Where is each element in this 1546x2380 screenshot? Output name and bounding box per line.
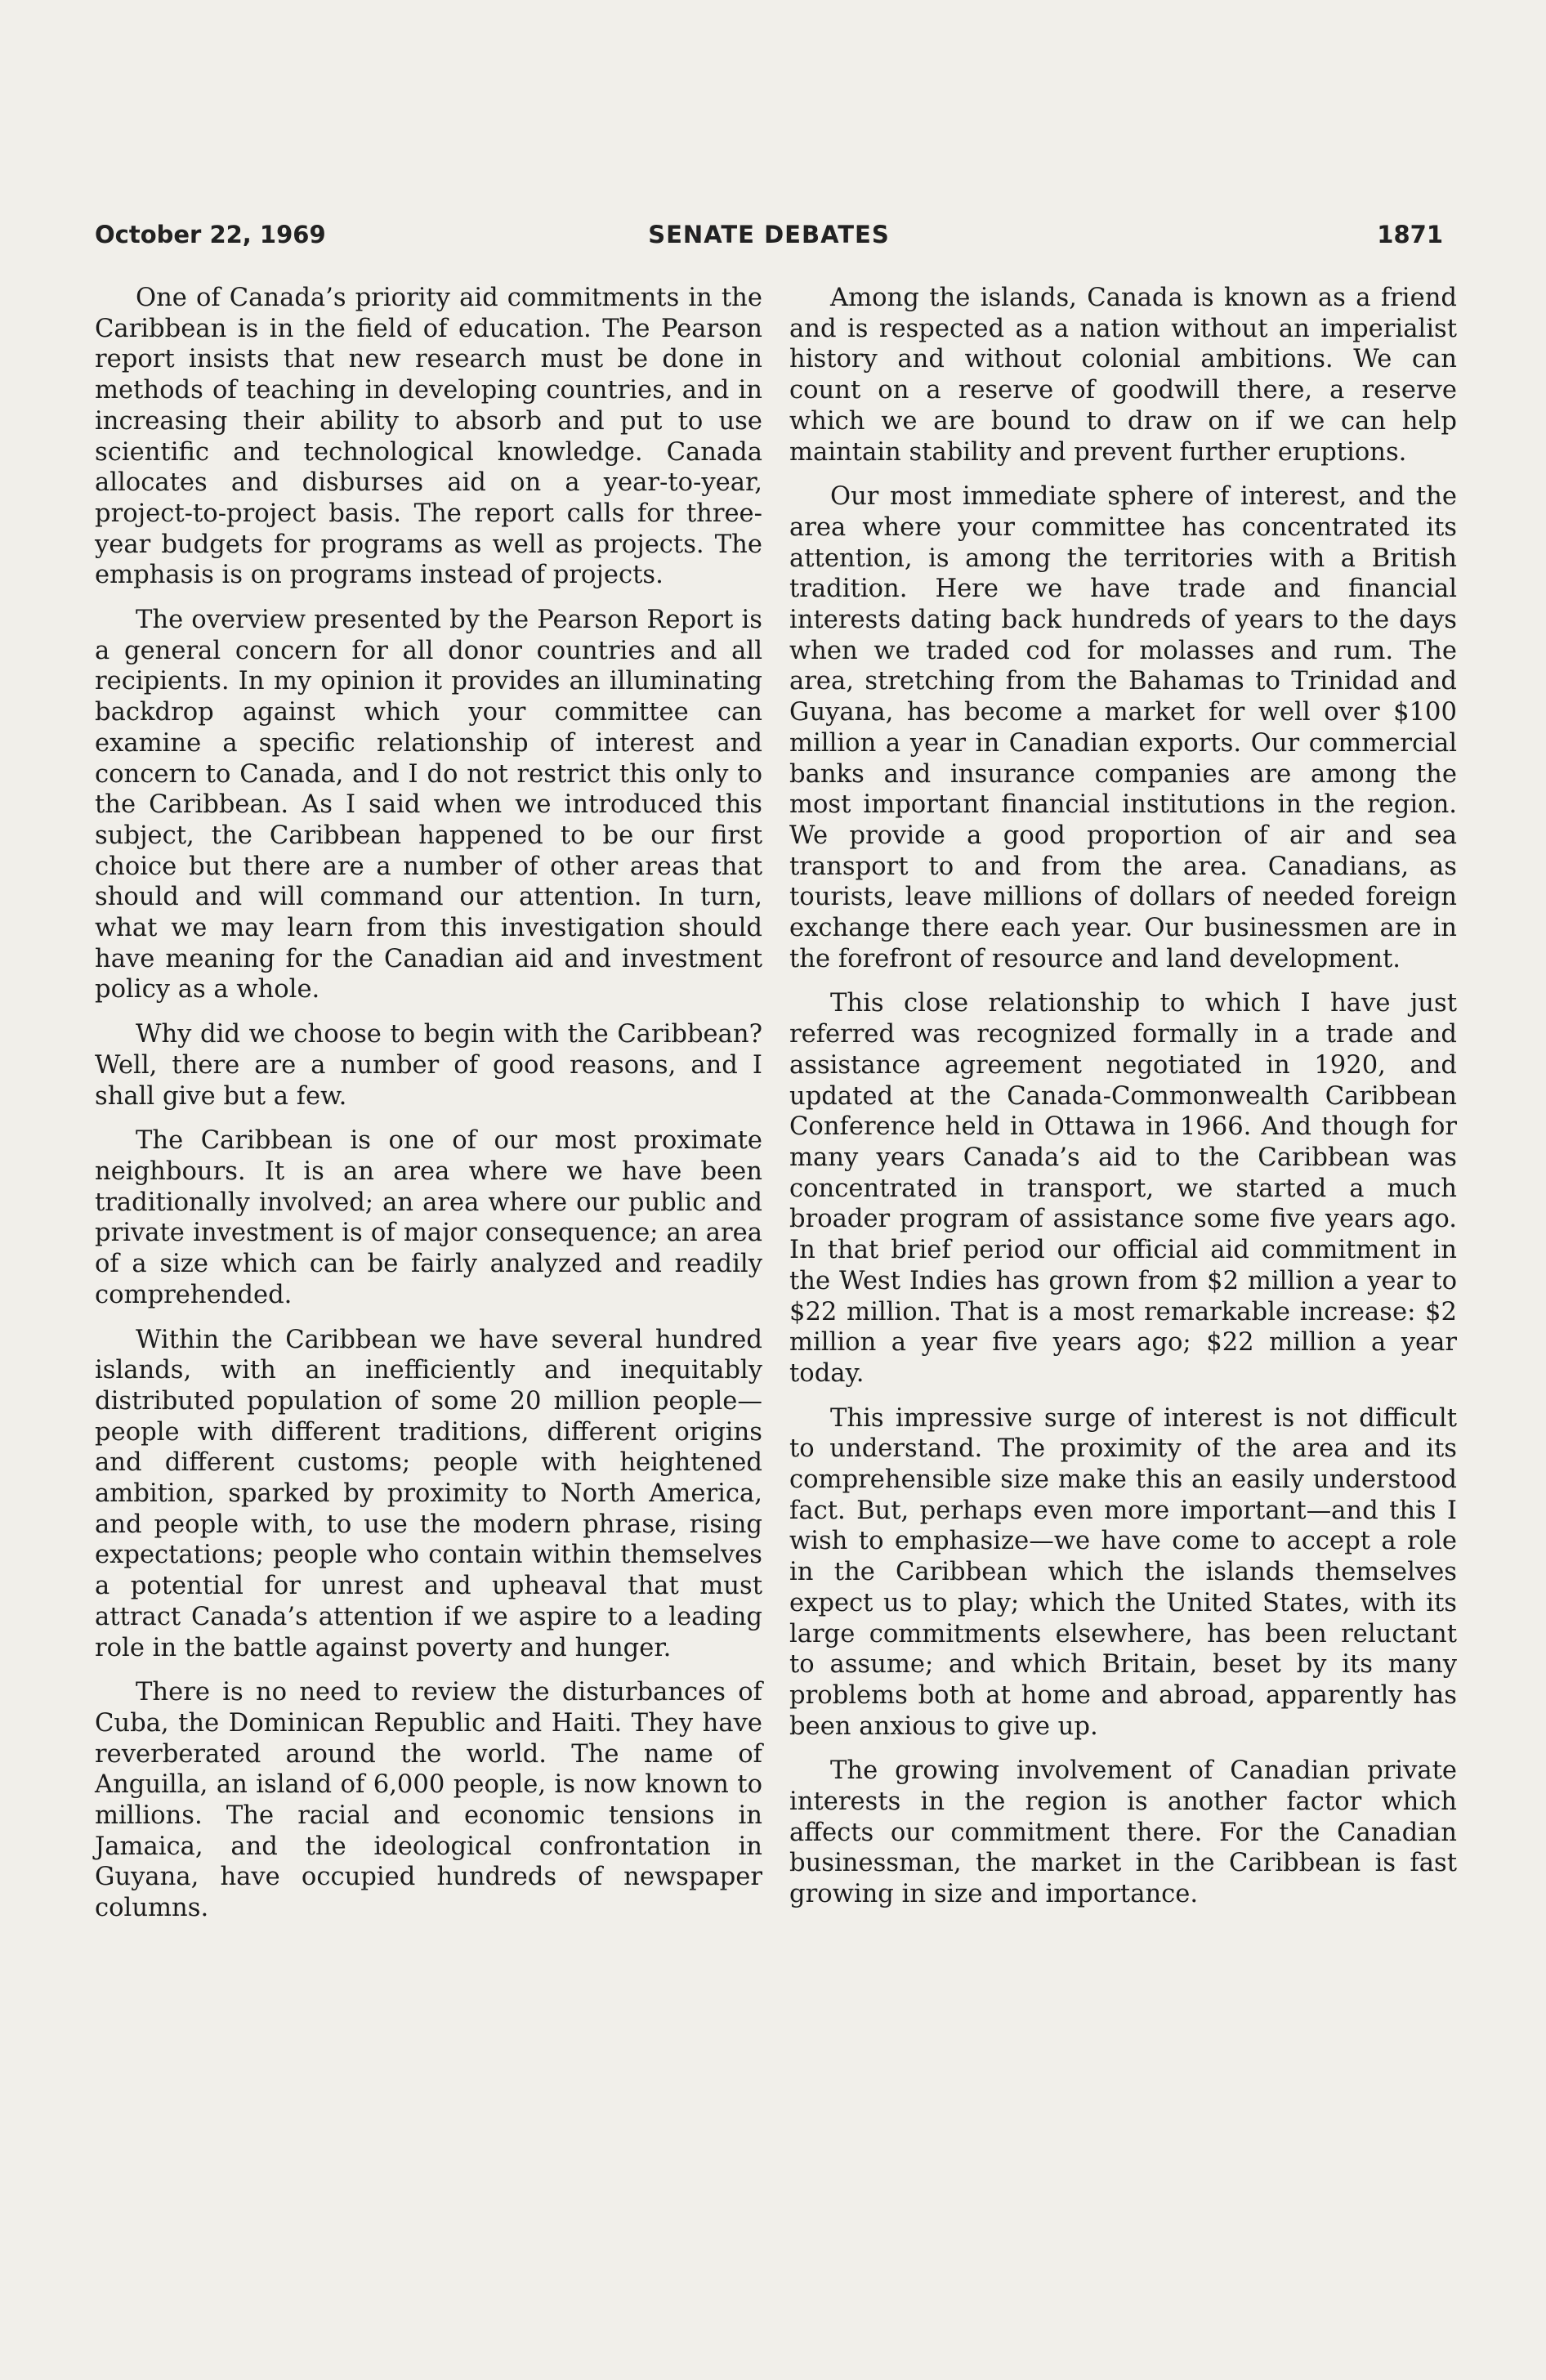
page-header [95,221,1443,253]
paragraph: This impressive surge of interest is not difficult to understand. The proximity of the area and its comprehensible size make this an easily understood fact. But, perhaps even more important—and this I wish to emphasize—we have come to accept a role in the Caribbean which the islands themselves expect us to play; which the United States, with its large commitments elsewhere, has been reluctant to assume; and which Britain, beset by its many problems both at home and abroad, apparently has been anxious to give up. [789,1403,1457,1741]
paragraph: The growing involvement of Canadian private interests in the region is another factor which affects our commitment there. For the Canadian businessman, the market in the Caribbean is fast growing in size and importance. [789,1756,1457,1909]
paragraph: Within the Caribbean we have several hundred islands, with an inefficiently and inequitably distributed population of some 20 million people—people with different traditions, different origins and different customs; people with heightened ambition, sparked by proximity to North America, and people with, to use the modern phrase, rising expectations; people who contain within themselves a potential for unrest and upheaval that must attract Canada’s attention if we aspire to a leading role in the battle against poverty and hunger. [95,1325,762,1662]
paragraph: The overview presented by the Pearson Report is a general concern for all donor countries and all recipients. In my opinion it provides an illuminating backdrop against which your committee can examine a specific relationship of interest and concern to Canada, and I do not restrict this only to the Caribbean. As I said when we introduced this subject, the Caribbean happened to be our first choice but there are a number of other areas that should and will command our attention. In turn, what we may learn from this investigation should have meaning for the Canadian aid and investment policy as a whole. [95,606,762,1004]
header-title: SENATE DEBATES [648,221,890,248]
paragraph: This close relationship to which I have just referred was recognized formally in a trade and assistance agreement negotiated in 1920, and updated at the Canada-Commonwealth Caribbean Conference held in Ottawa in 1966. And though for many years Canada’s aid to the Caribbean was concentrated in transport, we started a much broader program of assistance some five years ago. In that brief period our official aid commitment in the West Indies has grown from $2 million a year to $22 million. That is a most remarkable increase: $2 million a year five years ago; $22 million a year today. [789,989,1457,1388]
left-column [95,283,762,1938]
paragraph: Our most immediate sphere of interest, and the area where your committee has concentrated its attention, is among the territories with a British tradition. Here we have trade and financial interests dating back hundreds of years to the days when we traded cod for molasses and rum. The area, stretching from the Bahamas to Trinidad and Guyana, has become a market for well over $100 million a year in Canadian exports. Our commercial banks and insurance companies are among the most important financial institutions in the region. We provide a good proportion of air and sea transport to and from the area. Canadians, as tourists, leave millions of dollars of needed foreign exchange there each year. Our businessmen are in the forefront of resource and land development. [789,482,1457,973]
paragraph: Why did we choose to begin with the Caribbean? Well, there are a number of good reasons, and I shall give but a few. [95,1020,762,1111]
page-number: 1871 [1377,221,1443,248]
paragraph: There is no need to review the disturbances of Cuba, the Dominican Republic and Haiti. They have reverberated around the world. The name of Anguilla, an island of 6,000 people, is now known to millions. The racial and economic tensions in Jamaica, and the ideological confrontation in Guyana, have occupied hundreds of newspaper columns. [95,1678,762,1923]
paragraph: The Caribbean is one of our most proximate neighbours. It is an area where we have been traditionally involved; an area where our public and private investment is of major consequence; an area of a size which can be fairly analyzed and readily comprehended. [95,1126,762,1309]
right-column [789,283,1457,1924]
paragraph: Among the islands, Canada is known as a friend and is respected as a nation without an imperialist history and without colonial ambitions. We can count on a reserve of goodwill there, a reserve which we are bound to draw on if we can help maintain stability and prevent further eruptions. [789,284,1457,467]
header-date: October 22, 1969 [95,221,326,248]
paragraph: One of Canada’s priority aid commitments in the Caribbean is in the field of education. The Pearson report insists that new research must be done in methods of teaching in developing countries, and in increasing their ability to absorb and put to use scientific and technological knowledge. Canada allocates and disburses aid on a year-to-year, project-to-project basis. The report calls for three-year budgets for programs as well as projects. The emphasis is on programs instead of projects. [95,284,762,590]
